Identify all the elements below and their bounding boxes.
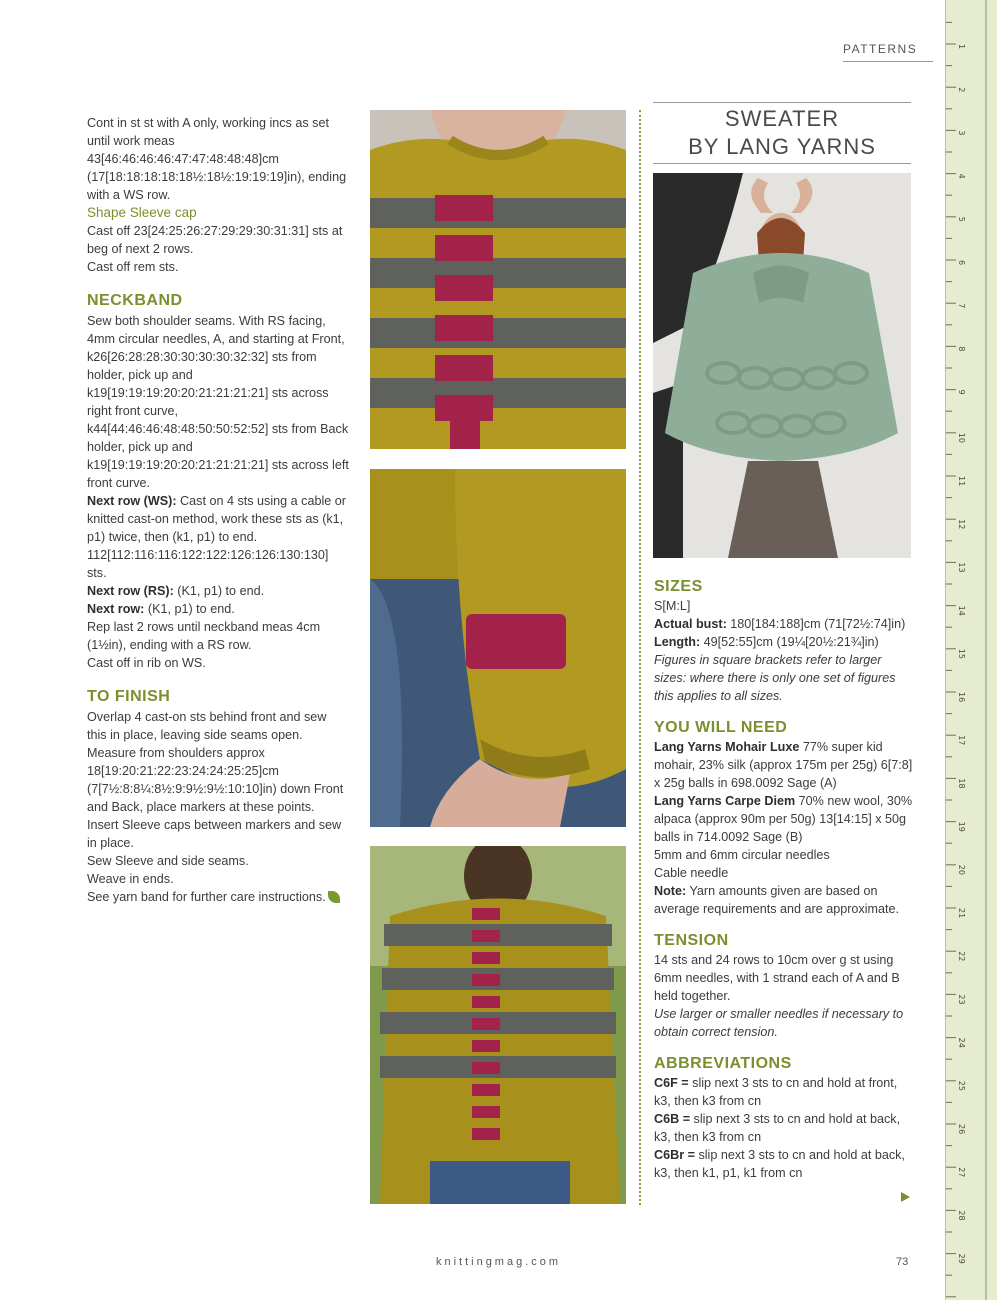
instruction-text: slip next 3 sts to cn and hold at back, k3, then k1, p1, k1 from cn [654, 1148, 905, 1180]
section-heading: ABBREVIATIONS [654, 1055, 792, 1072]
instruction-line [87, 114, 349, 204]
instruction-line [87, 222, 349, 258]
bold-term: Note: [654, 884, 687, 898]
instruction-line [654, 597, 916, 615]
ruler-cm-label: 26 [957, 1124, 966, 1135]
pattern-details [654, 578, 916, 1182]
page-number: 73 [896, 1256, 909, 1268]
instruction-line [87, 654, 349, 672]
instruction-text: Cast off 23[24:25:26:27:29:29:30:31:31] sts at beg of next 2 rows. [87, 224, 343, 256]
section-heading: TENSION [654, 932, 729, 949]
ruler-cm-label: 20 [957, 864, 966, 875]
ruler-cm-label: 23 [957, 994, 966, 1005]
instruction-line [654, 1146, 916, 1182]
instruction-line [87, 312, 349, 492]
instruction-line [654, 864, 916, 882]
instruction-text: Cast on 4 sts using a cable or knitted cast-on method, work these sts as (k1, p1) twice, then (k1, p1) to end. 112[112:116:116:122:122:126:126:130:130] sts. [87, 494, 346, 580]
instruction-line [87, 492, 349, 582]
ruler-cm-label: 11 [957, 476, 966, 487]
instruction-text: 77% super kid mohair, 23% silk (approx 175m per 25g) 6[7:8] x 25g balls in 698.0092 Sage (A) [654, 740, 913, 790]
instruction-line [654, 615, 916, 633]
ruler-cm-label: 16 [957, 692, 966, 703]
instruction-text: 5mm and 6mm circular needles [654, 848, 830, 862]
bold-term: Actual bust: [654, 617, 727, 631]
ruler-cm-label: 19 [957, 821, 966, 832]
photo-model-sweater [653, 173, 911, 558]
instruction-line [654, 633, 916, 651]
instruction-text: See yarn band for further care instructions. [87, 890, 326, 904]
ruler-cm-label: 5 [957, 216, 966, 222]
instruction-line [87, 582, 349, 600]
instruction-line [654, 951, 916, 1005]
ruler-cm-label: 25 [957, 1080, 966, 1091]
section-label: PATTERNS [843, 42, 933, 62]
section-heading: TO FINISH [87, 688, 171, 705]
bold-term: C6Br = [654, 1148, 695, 1162]
ruler-cm-label: 4 [957, 173, 966, 179]
ruler-cm-label: 27 [957, 1167, 966, 1178]
ruler-cm-label: 12 [957, 519, 966, 530]
instruction-text: Overlap 4 cast-on sts behind front and sew this in place, leaving side seams open. Measure from shoulders approx 18[19:20:21:22:23:24:24:25:25]cm (7[7½:8:8¼:8½:9:9½:9½:10:10]in) down Front and Back, place markers at these points. Insert Sleeve caps between markers and sew in place. [87, 710, 344, 850]
note-text [654, 1005, 916, 1041]
instruction-text: 14 sts and 24 rows to 10cm over g st using 6mm needles, with 1 strand each of A and B held together. [654, 953, 900, 1003]
bold-term: C6B = [654, 1112, 691, 1126]
instruction-line [87, 708, 349, 852]
instruction-text: Sew Sleeve and side seams. [87, 854, 249, 868]
ruler-cm-label: 21 [957, 908, 966, 919]
ruler-cm-label: 24 [957, 1037, 966, 1048]
sub-heading: Shape Sleeve cap [87, 205, 197, 220]
bold-term: Length: [654, 635, 701, 649]
instruction-text: Rep last 2 rows until neckband meas 4cm (1½in), ending with a RS row. [87, 620, 321, 652]
instruction-text: Sew both shoulder seams. With RS facing, 4mm circular needles, A, and starting at Front, k26[26:28:28:30:30:30:30:32:32] sts from holder, pick up and k19[19:19:19:20:20:21:21:21:21] sts across right front curve, k44[44:46:46:48:48:50:50:52:52] sts from Back holder, pick up and k19[19:19:19:20:20:21:21:21:21] sts across left front curve. [87, 314, 349, 490]
ruler [945, 0, 997, 1300]
bold-term: C6F = [654, 1076, 689, 1090]
instruction-line [87, 600, 349, 618]
instruction-line [654, 882, 916, 918]
ruler-cm-label: 18 [957, 778, 966, 789]
photo-sweater-back [370, 846, 626, 1204]
ruler-cm-label: 1 [957, 44, 966, 50]
instruction-line [87, 618, 349, 654]
section-heading: SIZES [654, 578, 703, 595]
ruler-cm-label: 15 [957, 648, 966, 659]
pattern-instructions [87, 114, 349, 906]
ruler-cm-label: 9 [957, 389, 966, 395]
ruler-cm-label: 28 [957, 1210, 966, 1221]
instruction-line [87, 258, 349, 276]
instruction-text: Weave in ends. [87, 872, 174, 886]
instruction-text: Cont in st st with A only, working incs as set until work meas 43[46:46:46:46:47:47:48:48:48]cm (17[18:18:18:18:18½:18½:19:19:19]in), ending with a WS row. [87, 116, 347, 202]
instruction-text: S[M:L] [654, 599, 691, 613]
note-text [654, 651, 916, 705]
ruler-cm-label: 2 [957, 87, 966, 93]
bold-term: Next row (WS): [87, 494, 177, 508]
instruction-text: 49[52:55]cm (19¼[20½:21¾]in) [700, 635, 879, 649]
instruction-text: 180[184:188]cm (71[72½:74]in) [726, 617, 906, 631]
continue-arrow-icon [901, 1192, 910, 1202]
instruction-line [87, 852, 349, 870]
italic-note: Figures in square brackets refer to larger sizes: where there is only one set of figures this applies to all sizes. [654, 653, 896, 703]
italic-note: Use larger or smaller needles if necessary to obtain correct tension. [654, 1007, 904, 1039]
instruction-text: slip next 3 sts to cn and hold at back, k3, then k3 from cn [654, 1112, 901, 1144]
instruction-line [654, 792, 916, 846]
instruction-line [654, 1110, 916, 1146]
instruction-line [654, 738, 916, 792]
ruler-cm-label: 8 [957, 346, 966, 352]
photo-sweater-sleeve [370, 469, 626, 827]
section-heading: NECKBAND [87, 292, 183, 309]
instruction-line [87, 870, 349, 888]
ruler-cm-label: 14 [957, 605, 966, 616]
ruler-cm-label: 6 [957, 260, 966, 266]
instruction-text: (K1, p1) to end. [144, 602, 235, 616]
instruction-text: Cast off in rib on WS. [87, 656, 206, 670]
instruction-line [654, 846, 916, 864]
footer-url: knittingmag.com [435, 1256, 562, 1268]
ruler-cm-label: 17 [957, 735, 966, 746]
ruler-cm-label: 3 [957, 130, 966, 136]
section-heading: YOU WILL NEED [654, 719, 788, 736]
bold-term: Next row: [87, 602, 145, 616]
ruler-cm-label: 7 [957, 303, 966, 309]
column-divider [639, 110, 641, 1205]
bold-term: Next row (RS): [87, 584, 174, 598]
instruction-text: (K1, p1) to end. [173, 584, 265, 598]
bold-term: Lang Yarns Carpe Diem [654, 794, 796, 808]
ruler-cm-label: 22 [957, 951, 966, 962]
pattern-title [653, 102, 911, 164]
instruction-text: slip next 3 sts to cn and hold at front, k3, then k3 from cn [654, 1076, 898, 1108]
instruction-text: Yarn amounts given are based on average requirements and are approximate. [654, 884, 900, 916]
end-leaf-icon [328, 891, 340, 903]
ruler-cm-label: 10 [957, 432, 966, 443]
instruction-line [87, 888, 349, 906]
photo-sweater-neckline [370, 110, 626, 449]
ruler-cm-label: 13 [957, 562, 966, 573]
instruction-text: Cast off rem sts. [87, 260, 179, 274]
ruler-cm-label: 29 [957, 1253, 966, 1264]
instruction-line [654, 1074, 916, 1110]
title-line-2: BY LANG YARNS [688, 134, 876, 159]
instruction-text: 70% new wool, 30% alpaca (approx 90m per 50g) 13[14:15] x 50g balls in 714.0092 Sage (B) [654, 794, 913, 844]
title-line-1: SWEATER [724, 106, 840, 131]
bold-term: Lang Yarns Mohair Luxe [654, 740, 800, 754]
instruction-text: Cable needle [654, 866, 729, 880]
